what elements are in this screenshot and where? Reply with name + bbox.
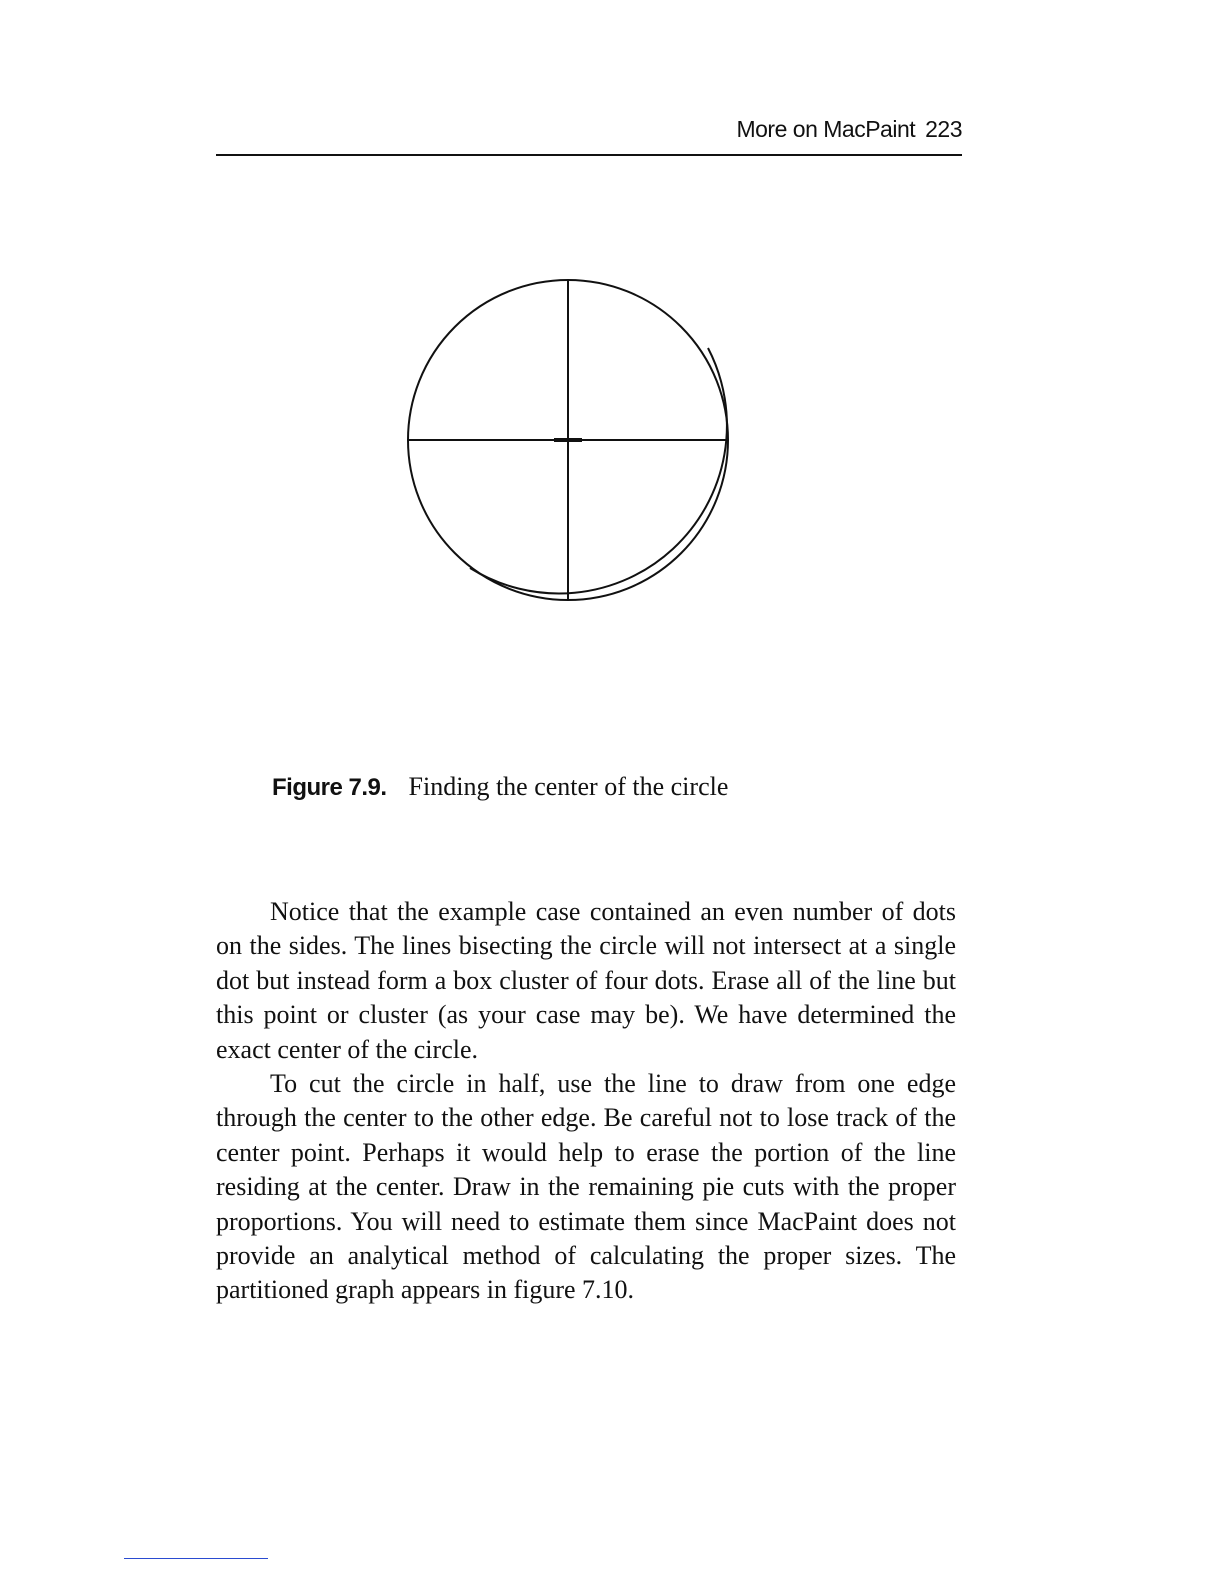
figure-label: Figure 7.9. [272, 774, 387, 801]
offset-circle-arc [470, 348, 727, 593]
figure-caption [272, 772, 728, 802]
figure-caption-text: Finding the center of the circle [408, 772, 729, 801]
header-title: More on MacPaint [736, 116, 916, 142]
paragraph-1: Notice that the example case contained an even number of dots on the sides. The lines bisecting the circle will not intersect at a single dot but instead form a box cluster of four dots. Erase all of the line but this point or cluster (as your case may be). We have determined the exact center of the circle. [216, 897, 956, 1064]
body-text [216, 895, 956, 1308]
circle-center-figure [390, 270, 770, 630]
page-number: 223 [925, 116, 962, 142]
footnote-rule [124, 1558, 268, 1559]
running-header [216, 116, 962, 156]
paragraph-2: To cut the circle in half, use the line to draw from one edge through the center to the other edge. Be careful not to lose track of the center point. Perhaps it would help to erase the portion of the line residing at the center. Draw in the remaining pie cuts with the proper proportions. You will need to estimate them since MacPaint does not provide an analytical method of calculating the proper sizes. The partitioned graph appears in figure 7.10. [216, 1069, 956, 1305]
